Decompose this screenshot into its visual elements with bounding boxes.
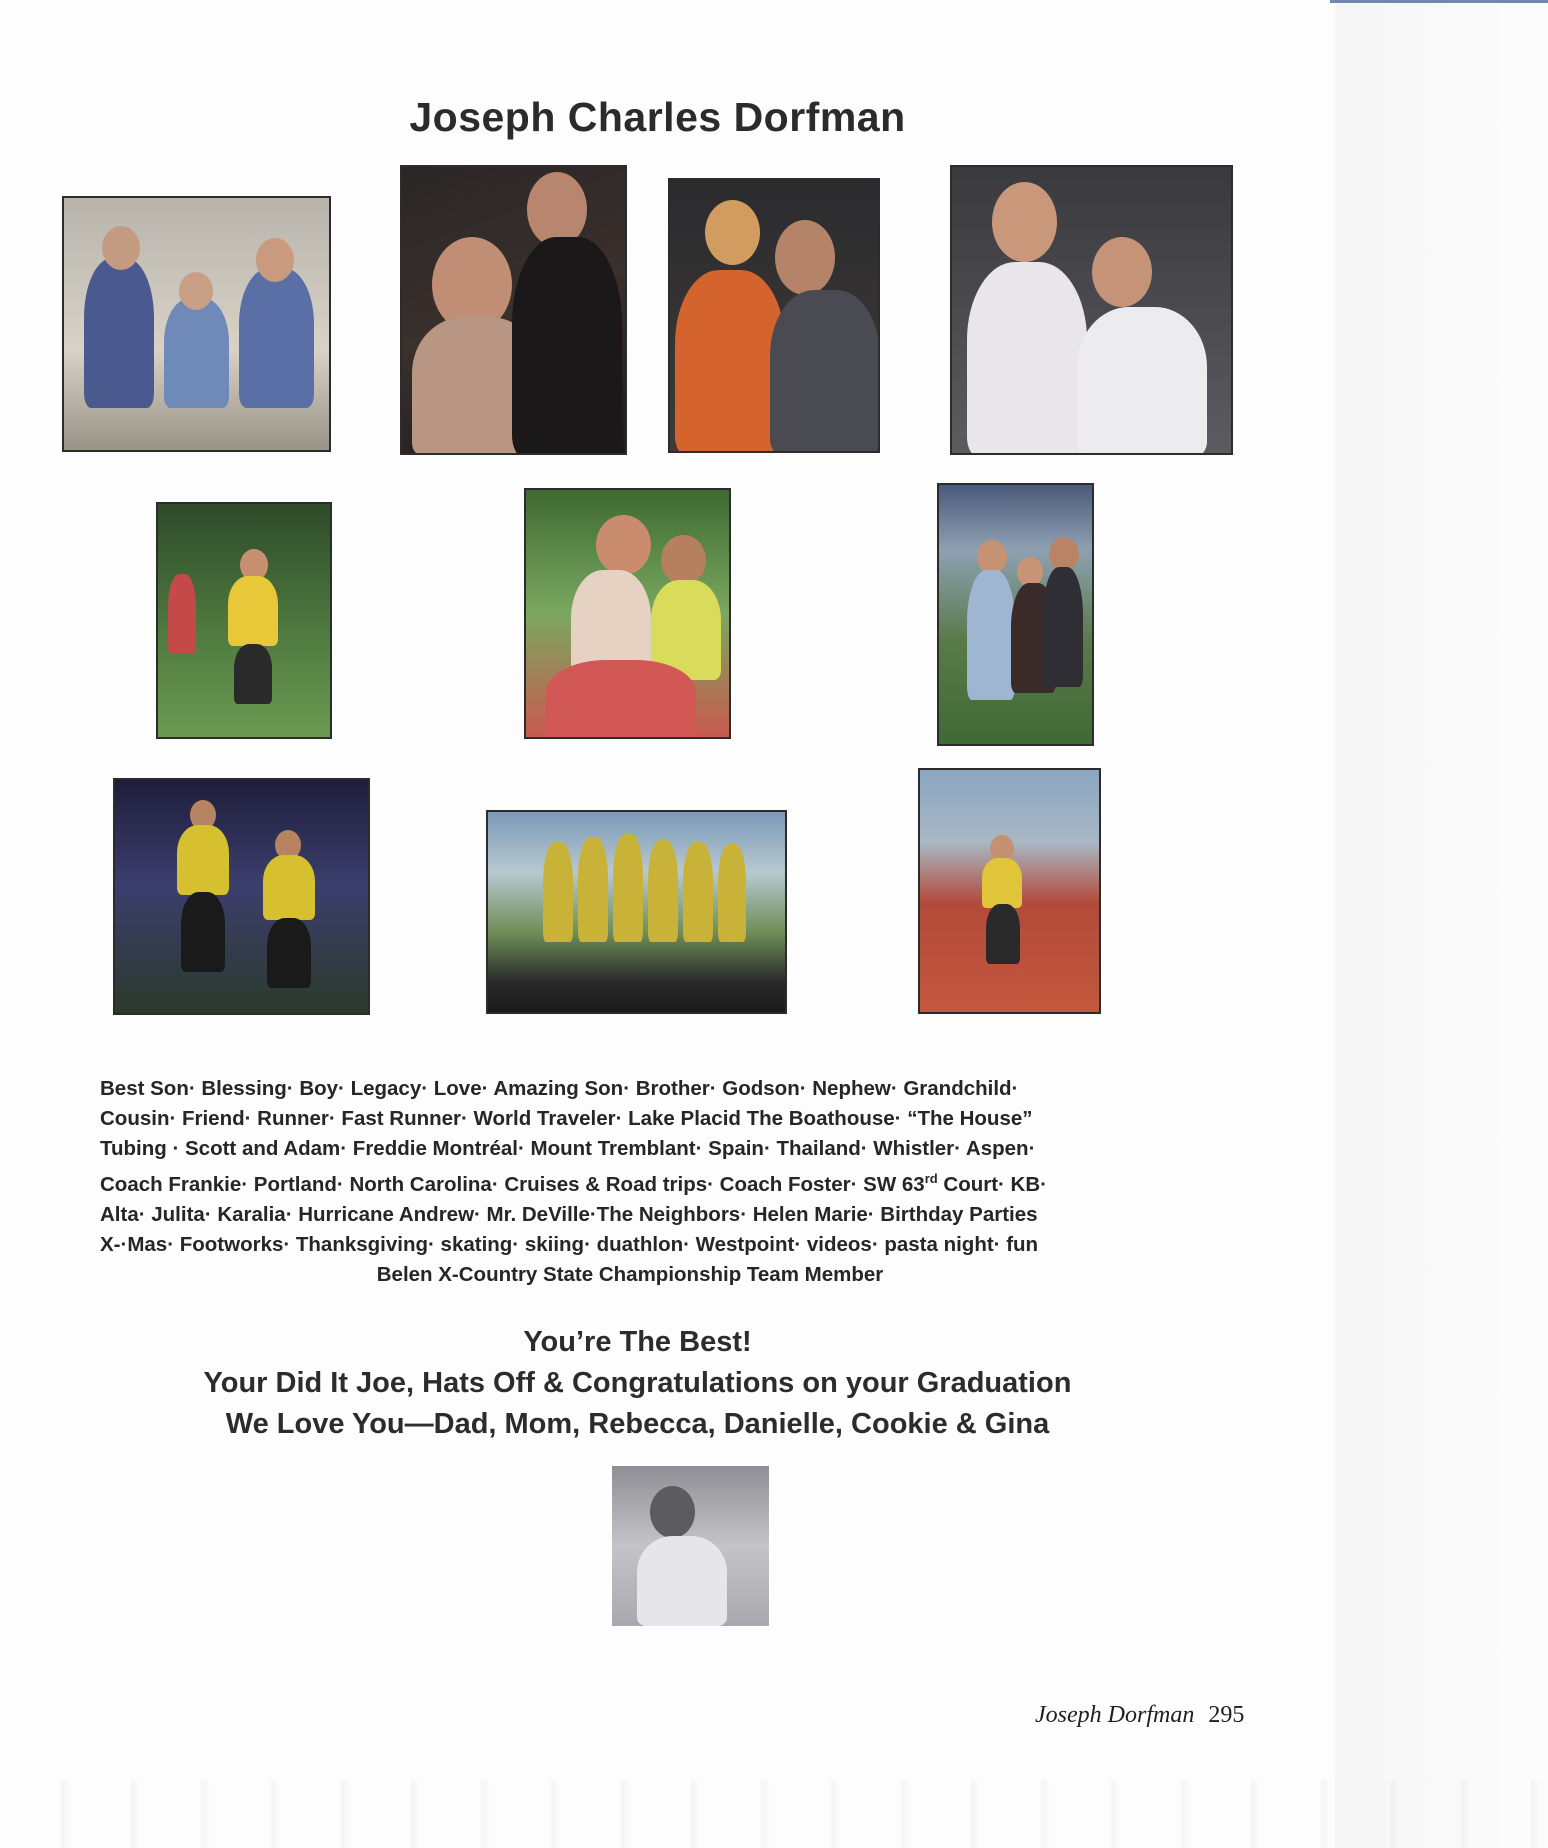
tribute-line-tail: Court· KB· <box>937 1172 1047 1196</box>
scan-artifact <box>0 1780 1548 1848</box>
tribute-line-text: Coach Frankie· Portland· North Carolina· Cruises & Road trips· Coach Foster· SW 63 <box>100 1172 925 1196</box>
page-margin <box>1335 0 1548 1848</box>
page-number: 295 <box>1208 1702 1245 1728</box>
page-title: Joseph Charles Dorfman <box>409 94 906 140</box>
tribute-line: Best Son· Blessing· Boy· Legacy· Love· Amazing Son· Brother· Godson· Nephew· Grandchild· <box>100 1077 1019 1100</box>
photo-track-runner <box>918 768 1101 1014</box>
photo-runners-at-dusk <box>113 778 370 1015</box>
photo-family-on-track <box>937 483 1094 746</box>
tribute-line: Belen X-Country State Championship Team Member <box>376 1262 884 1286</box>
tribute-line: X-·Mas· Footworks· Thanksgiving· skating· skiing· duathlon· Westpoint· videos· pasta night· fun <box>100 1232 1039 1256</box>
photo-boy-and-father <box>668 178 880 453</box>
tribute-line-superscript: rd <box>924 1171 938 1186</box>
photo-team-podium <box>486 810 787 1014</box>
photo-tubing-friends <box>524 488 731 739</box>
tribute-line: Cousin· Friend· Runner· Fast Runner· World Traveler· Lake Placid The Boathouse· “The House” <box>100 1107 1033 1130</box>
closing-line: Your Did It Joe, Hats Off & Congratulations on your Graduation <box>203 1367 1072 1399</box>
photo-mother-and-son <box>400 165 627 455</box>
closing-line: You’re The Best! <box>523 1326 752 1358</box>
closing-message <box>0 1322 1335 1445</box>
tribute-word-list <box>100 1074 1250 1290</box>
photo-children-denim-jackets <box>62 196 331 452</box>
photo-portrait-grayscale <box>612 1466 769 1626</box>
page-footer <box>1035 1702 1244 1729</box>
tribute-line: Tubing · Scott and Adam· Freddie Montréal· Mount Tremblant· Spain· Thailand· Whistler· Aspen· <box>100 1137 1036 1160</box>
tribute-line: Alta· Julita· Karalia· Hurricane Andrew· Mr. DeVille·The Neighbors· Helen Marie· Birthday Parties <box>100 1202 1038 1226</box>
top-rule-line <box>1330 0 1548 3</box>
tribute-line <box>100 1164 1250 1200</box>
photo-cross-country-runner <box>156 502 332 739</box>
closing-line: We Love You—Dad, Mom, Rebecca, Danielle, Cookie & Gina <box>225 1408 1050 1440</box>
photo-kids-with-medals <box>950 165 1233 455</box>
footer-name: Joseph Dorfman <box>1035 1702 1195 1728</box>
